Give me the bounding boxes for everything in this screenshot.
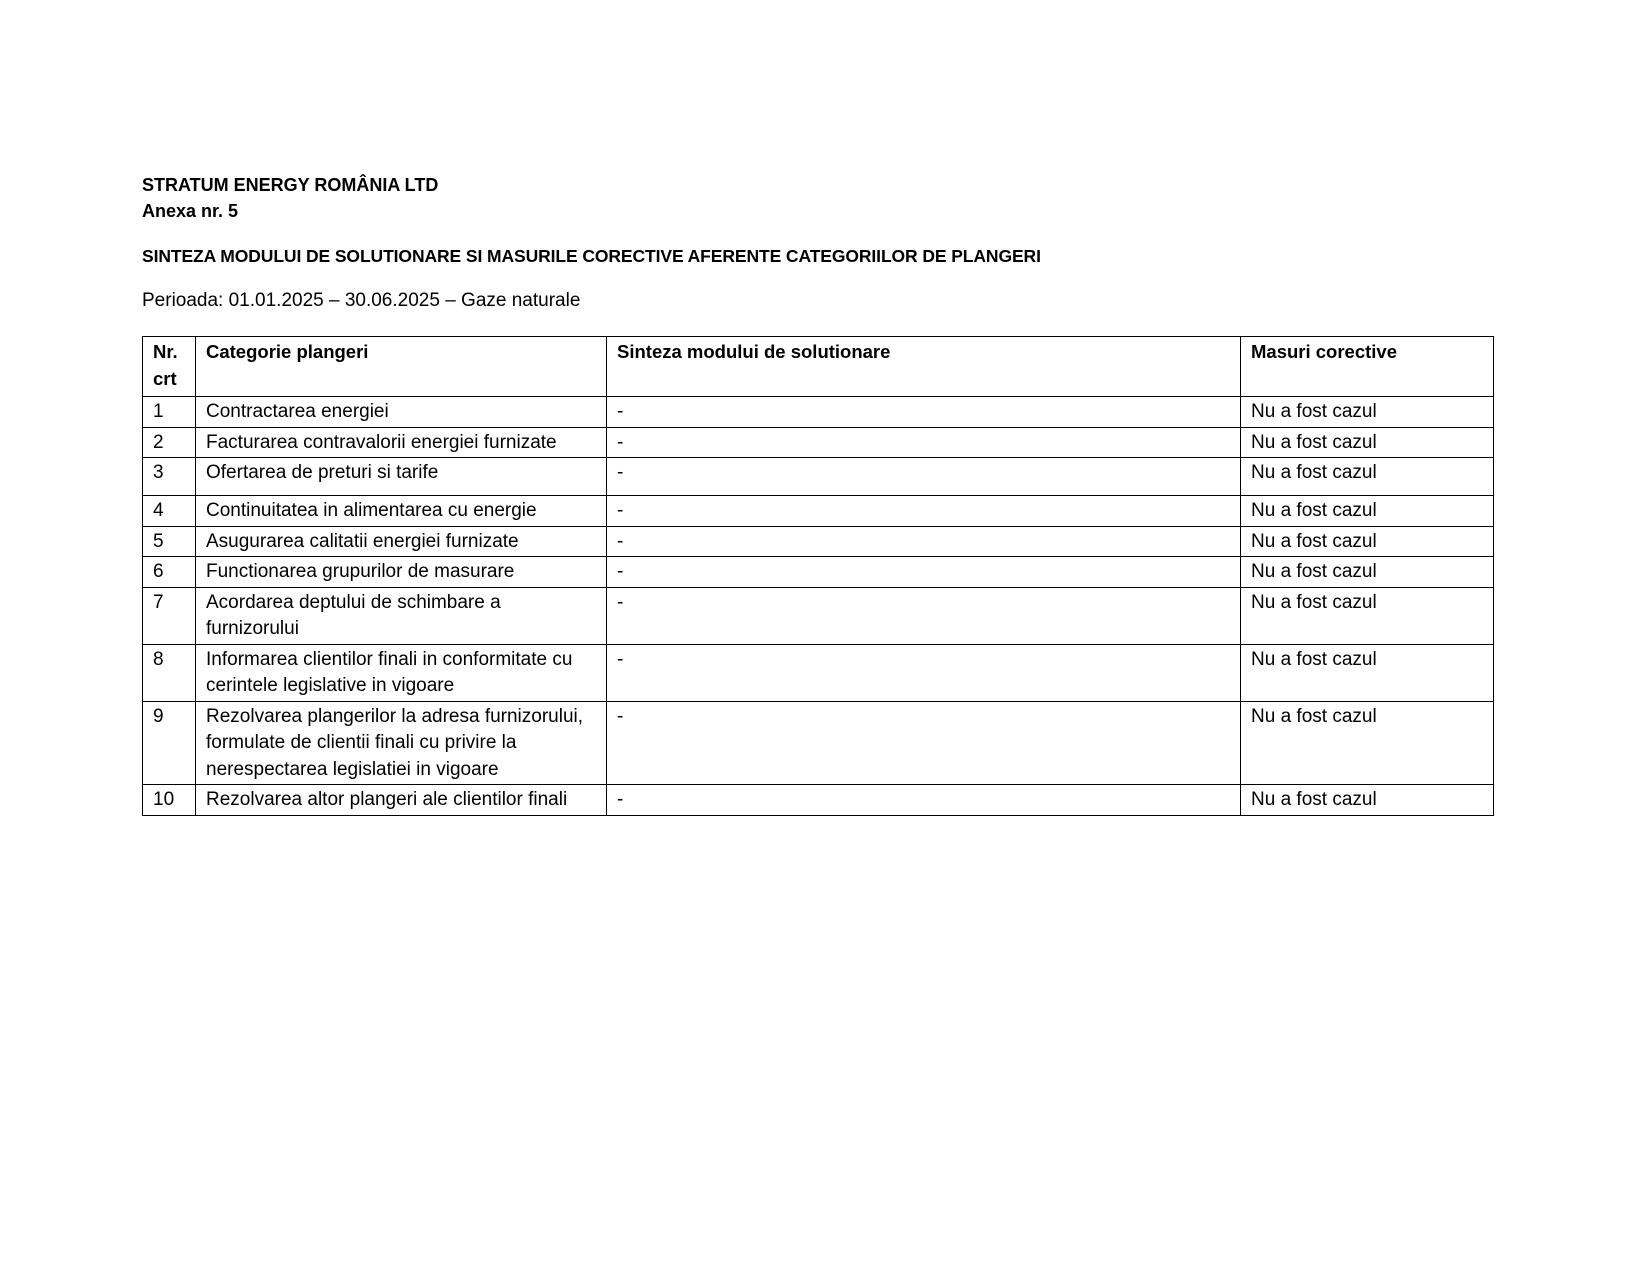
cell-category: Rezolvarea plangerilor la adresa furnizorului, formulate de clientii finali cu privire la nerespectarea legislatiei in vigoare xyxy=(196,701,607,785)
table-row xyxy=(143,458,1494,496)
table-row xyxy=(143,397,1494,428)
cell-synthesis: - xyxy=(607,785,1241,816)
cell-nr: 7 xyxy=(143,587,196,644)
company-name: STRATUM ENERGY ROMÂNIA LTD xyxy=(142,175,439,195)
document-page xyxy=(142,172,1492,810)
cell-measures: Nu a fost cazul xyxy=(1241,644,1494,701)
cell-measures: Nu a fost cazul xyxy=(1241,397,1494,428)
cell-measures: Nu a fost cazul xyxy=(1241,557,1494,588)
cell-category: Ofertarea de preturi si tarife xyxy=(196,458,607,496)
cell-category: Asugurarea calitatii energiei furnizate xyxy=(196,526,607,557)
cell-category: Acordarea deptului de schimbare a furnizorului xyxy=(196,587,607,644)
cell-synthesis: - xyxy=(607,427,1241,458)
table-row xyxy=(143,587,1494,644)
table-row xyxy=(143,496,1494,527)
header-nr-crt: Nr. crt xyxy=(143,337,196,397)
cell-category: Continuitatea in alimentarea cu energie xyxy=(196,496,607,527)
cell-synthesis: - xyxy=(607,557,1241,588)
cell-category: Contractarea energiei xyxy=(196,397,607,428)
cell-nr: 9 xyxy=(143,701,196,785)
header-measures: Masuri corective xyxy=(1241,337,1494,397)
table-row xyxy=(143,644,1494,701)
cell-measures: Nu a fost cazul xyxy=(1241,785,1494,816)
table-row xyxy=(143,557,1494,588)
cell-nr: 2 xyxy=(143,427,196,458)
cell-category: Facturarea contravalorii energiei furnizate xyxy=(196,427,607,458)
cell-synthesis: - xyxy=(607,458,1241,496)
cell-nr: 4 xyxy=(143,496,196,527)
table-header-row xyxy=(143,337,1494,397)
cell-measures: Nu a fost cazul xyxy=(1241,587,1494,644)
cell-category: Functionarea grupurilor de masurare xyxy=(196,557,607,588)
header-synthesis: Sinteza modului de solutionare xyxy=(607,337,1241,397)
cell-category: Rezolvarea altor plangeri ale clientilor finali xyxy=(196,785,607,816)
table-row xyxy=(143,427,1494,458)
cell-nr: 5 xyxy=(143,526,196,557)
cell-nr: 1 xyxy=(143,397,196,428)
cell-nr: 10 xyxy=(143,785,196,816)
cell-measures: Nu a fost cazul xyxy=(1241,496,1494,527)
cell-synthesis: - xyxy=(607,397,1241,428)
header-category: Categorie plangeri xyxy=(196,337,607,397)
cell-nr: 6 xyxy=(143,557,196,588)
cell-synthesis: - xyxy=(607,496,1241,527)
cell-synthesis: - xyxy=(607,526,1241,557)
period-line: Perioada: 01.01.2025 – 30.06.2025 – Gaze naturale xyxy=(142,290,581,311)
document-title: SINTEZA MODULUI DE SOLUTIONARE SI MASURILE CORECTIVE AFERENTE CATEGORIILOR DE PLANGERI xyxy=(142,246,1041,266)
cell-measures: Nu a fost cazul xyxy=(1241,458,1494,496)
table-row xyxy=(143,785,1494,816)
cell-category: Informarea clientilor finali in conformitate cu cerintele legislative in vigoare xyxy=(196,644,607,701)
annex-label: Anexa nr. 5 xyxy=(142,201,239,221)
complaints-table xyxy=(142,336,1494,816)
table-row xyxy=(143,701,1494,785)
cell-nr: 8 xyxy=(143,644,196,701)
cell-synthesis: - xyxy=(607,701,1241,785)
table-row xyxy=(143,526,1494,557)
cell-synthesis: - xyxy=(607,644,1241,701)
cell-measures: Nu a fost cazul xyxy=(1241,701,1494,785)
cell-nr: 3 xyxy=(143,458,196,496)
cell-measures: Nu a fost cazul xyxy=(1241,427,1494,458)
cell-measures: Nu a fost cazul xyxy=(1241,526,1494,557)
cell-synthesis: - xyxy=(607,587,1241,644)
